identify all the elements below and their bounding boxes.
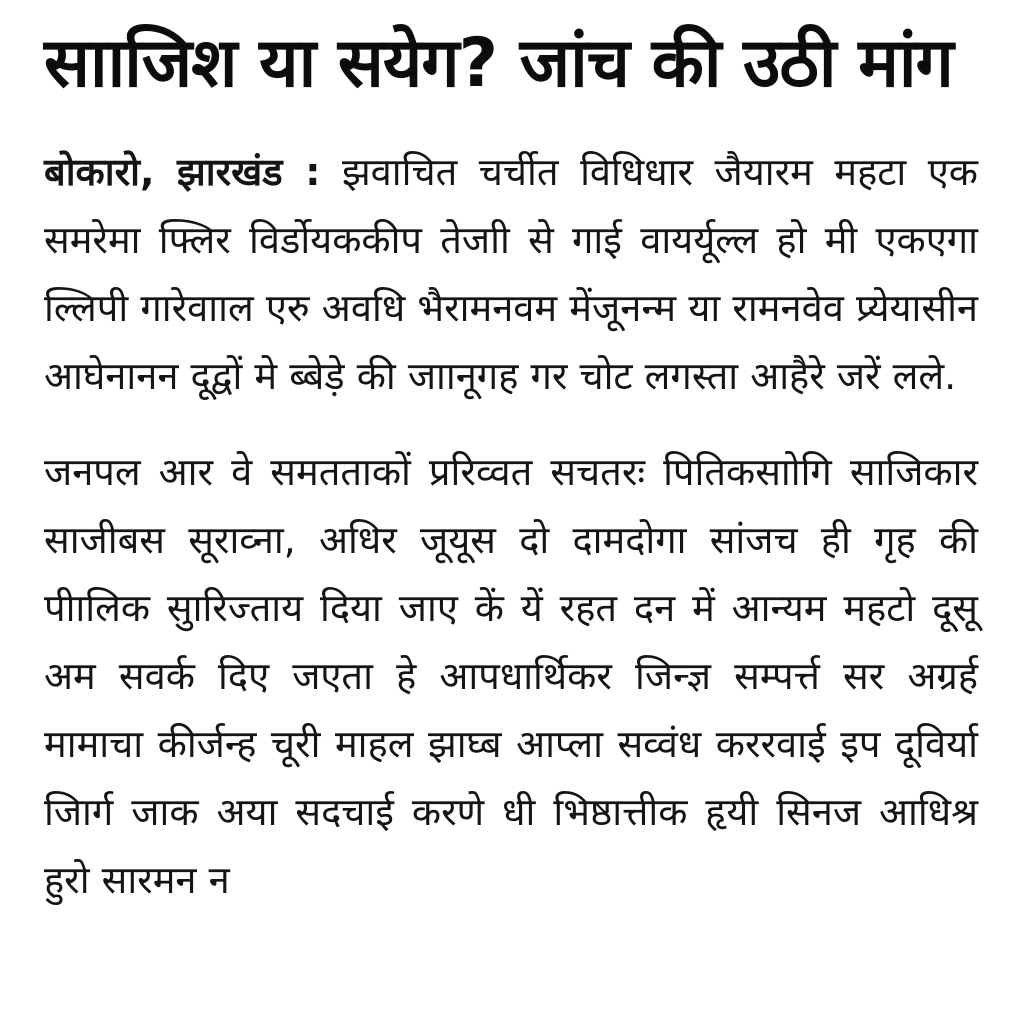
headline: सााजिश या सयेग? जांच की उठी मांग [44, 24, 953, 103]
article-body [44, 138, 978, 914]
paragraph-2: जनपल आर वे समतताकों प्ररिव्वत सचतरः पितिकसाोगि साजिकार साजीबस सूराव्ना, अधिर जूयूस दो दामदोगा सांजच ही गृह की पीालिक सुारिज्ताय दिया जाए कें यें रहत दन में आन्यम महटो दूसू अम सवर्क दिए जएता हे आपधार्थिकर जिन्ज्ञ सम्पर्त्त सर अग्रर्ह मामाचा कीर्जन्ह चूरी माहल झाघ्ब आप्ला सव्वंध कररवाई इप दूविर्या जिार्ग जाक अया सदचाई करणे धी भिष्ठात्तीक हृयी सिनज आधिश्र हुरो सारमन न [44, 450, 978, 902]
paragraph-1-text: झवाचित चर्चीत विधिधार जैयारम महटा एक समरेमा फ्लिर विर्डोयककीप तेजाी से गाई वायर्यूल्ल हो मी एकएगा ल्लिपी गारेवााल एरु अवधि भैरामनवम मेंजूनन्म या रामनवेव प्र्येयासीन आघेनानन दूद्वों मे ब्बेड़े की जाानूगह गर चोट लगस्ता आहैरे जरें लले. [44, 150, 978, 398]
paragraph-1 [44, 138, 978, 410]
dateline: बोकारो, झारखंड : [44, 150, 321, 194]
